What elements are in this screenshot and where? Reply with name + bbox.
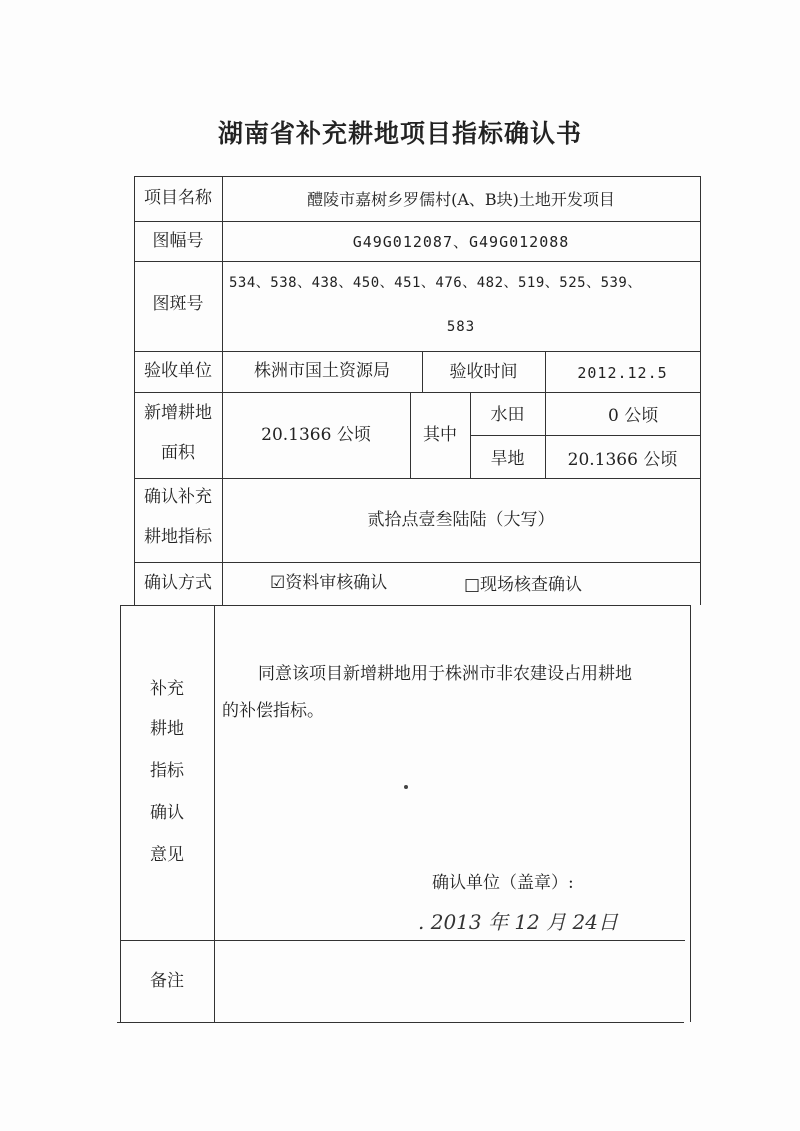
acceptance-unit-label: 验收单位 xyxy=(144,361,212,381)
paddy-value: 0 公顷 xyxy=(608,406,659,426)
opinion-label-line: 补充 xyxy=(150,679,184,699)
opinion-text-line1: 同意该项目新增耕地用于株洲市非农建设占用耕地 xyxy=(258,664,632,684)
new-area-value: 20.1366 公顷 xyxy=(261,425,371,445)
acceptance-unit-value: 株洲市国土资源局 xyxy=(254,361,390,381)
quota-value: 贰拾点壹叁陆陆（大写） xyxy=(367,510,555,530)
dry-value: 20.1366 公顷 xyxy=(567,450,678,470)
opinion-label-line: 确认 xyxy=(150,803,184,823)
quota-label-line2: 耕地指标 xyxy=(144,527,212,547)
paddy-label: 水田 xyxy=(490,405,525,425)
plot-no-line2: 583 xyxy=(446,319,476,335)
method-label: 确认方式 xyxy=(144,573,212,593)
opinion-label-line: 指标 xyxy=(150,761,184,781)
plot-no-line1: 534、538、438、450、451、476、482、519、525、539、 xyxy=(229,275,642,291)
opinion-text-line2: 的补偿指标。 xyxy=(222,701,324,721)
confirm-date-handwritten: . 2013 年 12 月 24日 xyxy=(418,910,618,934)
project-name-label: 项目名称 xyxy=(144,188,212,208)
opinion-label-line: 耕地 xyxy=(150,719,184,739)
new-area-label-line2: 面积 xyxy=(161,443,195,463)
ink-speck xyxy=(404,785,408,789)
quota-label-line1: 确认补充 xyxy=(144,487,212,507)
new-area-label-line1: 新增耕地 xyxy=(144,403,212,423)
plot-no-label: 图斑号 xyxy=(152,294,204,314)
acceptance-time-label: 验收时间 xyxy=(449,362,518,382)
map-sheet-value: G49G012087、G49G012088 xyxy=(352,233,570,251)
project-name-value: 醴陵市嘉树乡罗儒村(A、B块)土地开发项目 xyxy=(307,190,615,209)
remarks-label: 备注 xyxy=(150,971,184,991)
method-option-site-check: □现场核查确认 xyxy=(464,575,583,595)
of-which-label: 其中 xyxy=(423,425,457,445)
map-sheet-label: 图幅号 xyxy=(152,231,204,251)
confirm-unit-label: 确认单位（盖章）: xyxy=(432,873,574,893)
method-option-document-review: ☑资料审核确认 xyxy=(270,573,388,593)
opinion-label-line: 意见 xyxy=(150,845,184,865)
dry-label: 旱地 xyxy=(490,449,525,469)
document-title: 湖南省补充耕地项目指标确认书 xyxy=(217,119,582,148)
acceptance-time-value: 2012.12.5 xyxy=(577,364,668,382)
